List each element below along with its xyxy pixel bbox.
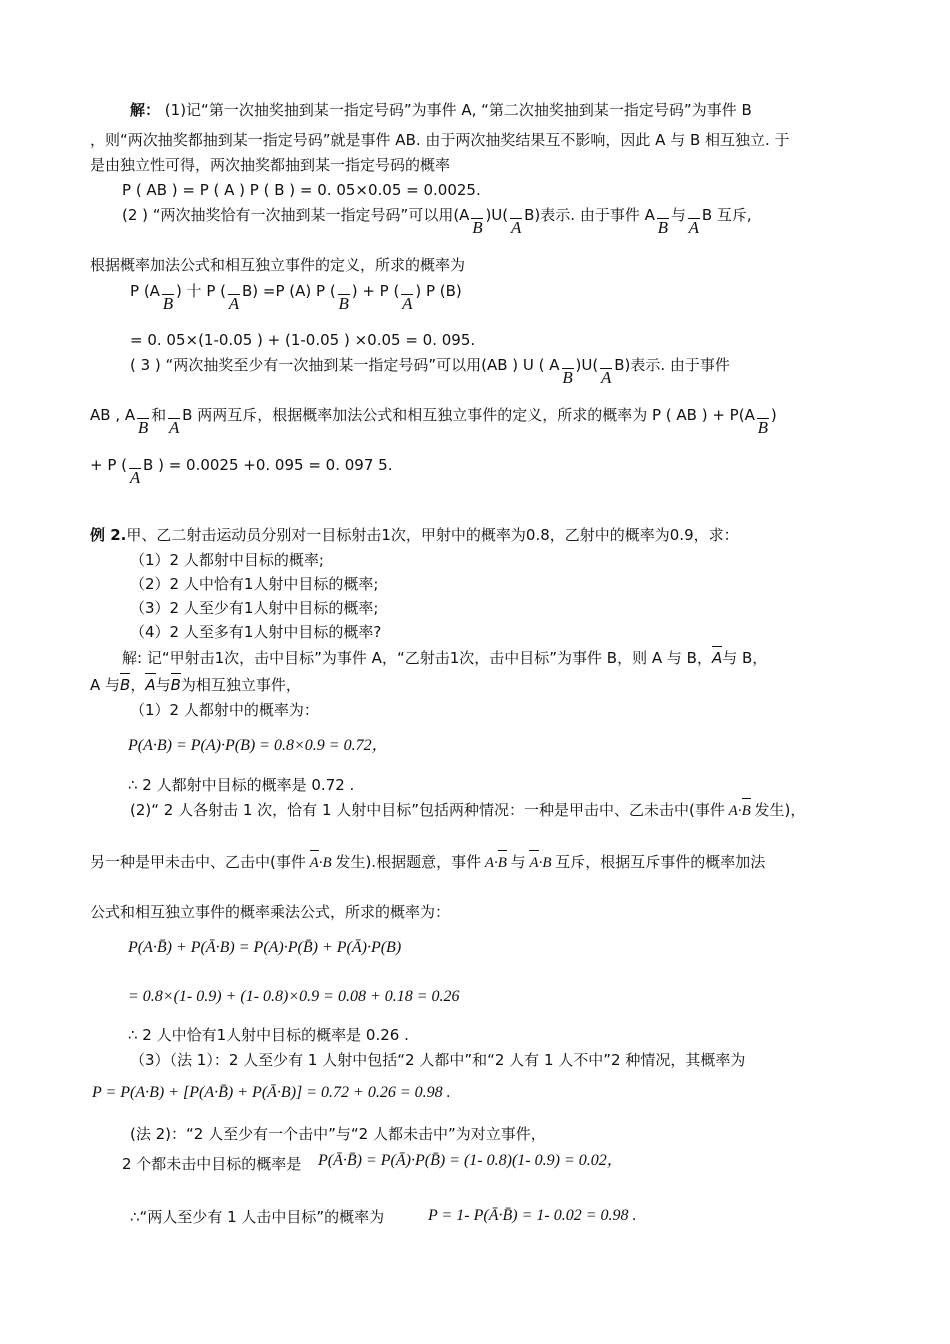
question-3: （3）2 人至少有1人射中目标的概率; [130,599,379,617]
ex2-solution-line-1: 解: 记“甲射击1次，击中目标”为事件 A，“乙射击1次，击中目标”为事件 B，则 A 与 B，A与 B， [122,649,768,667]
solution-line-5: (2 ) “两次抽奖恰有一次抽到某一指定号码”可以用(A B )U( A B)表示. 由于事件 A B 与 A B 互斥, [122,206,752,237]
question-2: （2）2 人中恰有1人射中目标的概率; [130,575,379,593]
ex2-solution-line-2: A 与B，A与B为相互独立事件， [90,676,301,694]
solution-line-10: AB , A B 和 A B 两两互斥，根据概率加法公式和相互独立事件的定义，所求的概率为 P ( AB ) + P(A B ) [90,406,777,437]
solution-line-1: 解： (1)记“第一次抽奖抽到某一指定号码”为事件 A, “第二次抽奖抽到某一指定号码”为事件 B [130,101,752,119]
question-4: （4）2 人至多有1人射中目标的概率? [130,623,382,641]
formula-4: P = P(A·B) + [P(A·B̄) + P(Ā·B)] = 0.72 + 0.26 = 0.98 . [92,1084,451,1101]
solution-line-3: 是由独立性可得，两次抽奖都抽到某一指定号码的概率 [90,156,451,174]
part-3-method-2-line: 2 个都未击中目标的概率是 [122,1155,302,1173]
solution-line-8: = 0. 05×(1-0.05 ) + (1-0.05 ) ×0.05 = 0. 095. [130,331,476,349]
formula-3: = 0.8×(1- 0.9) + (1- 0.8)×0.9 = 0.08 + 0.18 = 0.26 [128,988,460,1005]
part-1-intro: （1）2 人都射中的概率为： [130,701,319,719]
part-2-line-1: (2)“ 2 人各射击 1 次，恰有 1 人射中目标”包括两种情况：一种是甲击中、乙未击中(事件 A·B 发生)， [130,800,805,822]
example-2-statement: 例 2.甲、乙二射击运动员分别对一目标射击1次，甲射中的概率为0.8，乙射中的概率为0.9，求： [90,526,739,544]
solution-line-6: 根据概率加法公式和相互独立事件的定义，所求的概率为 [90,256,466,274]
solution-line-7: P (A B ) 十 P ( A B) =P (A) P ( B ) + P ( A ) P (B) [130,282,462,313]
example-title: 例 2. [90,526,127,544]
solution-line-2: ，则“两次抽奖都抽到某一指定号码”就是事件 AB. 由于两次抽奖结果互不影响，因此 A 与 B 相互独立. 于 [90,131,790,149]
final-line-label: ∴“两人至少有 1 人击中目标”的概率为 [130,1208,385,1226]
conclusion-2: ∴ 2 人中恰有1人射中目标的概率是 0.26 . [128,1026,409,1044]
formula-5: P(Ā·B̄) = P(Ā)·P(B̄) = (1- 0.8)(1- 0.9) = 0.02， [318,1152,623,1169]
conclusion-1: ∴ 2 人都射中目标的概率是 0.72 . [128,776,355,794]
solution-heading: 解： [130,101,161,119]
solution-line-4: P ( AB ) = P ( A ) P ( B ) = 0. 05×0.05 = 0.0025. [122,181,481,199]
formula-1: P(A·B) = P(A)·P(B) = 0.8×0.9 = 0.72， [128,737,388,754]
solution-line-11: + P ( A B ) = 0.0025 +0. 095 = 0. 097 5. [90,456,393,487]
part-3-method-2: (法 2)：“2 人至少有一个击中”与“2 人都未击中”为对立事件， [130,1125,546,1143]
formula-2: P(A·B̄) + P(Ā·B) = P(A)·P(B̄) + P(Ā)·P(B) [128,939,402,956]
part-2-line-3: 公式和相互独立事件的概率乘法公式，所求的概率为： [90,903,451,921]
formula-6: P = 1- P(Ā·B̄) = 1- 0.02 = 0.98 . [428,1207,637,1224]
question-1: （1）2 人都射中目标的概率; [130,551,324,569]
part-3-line-1: （3）（法 1）：2 人至少有 1 人射中包括“2 人都中”和“2 人有 1 人不中”2 种情况，其概率为 [130,1051,746,1069]
part-2-line-2: 另一种是甲未击中、乙击中(事件 A·B 发生).根据题意，事件 A·B 与 A·B 互斥，根据互斥事件的概率加法 [90,852,765,874]
solution-line-9: ( 3 ) “两次抽奖至少有一次抽到某一指定号码”可以用(AB ) U ( A B )U( A B)表示. 由于事件 [130,356,730,387]
